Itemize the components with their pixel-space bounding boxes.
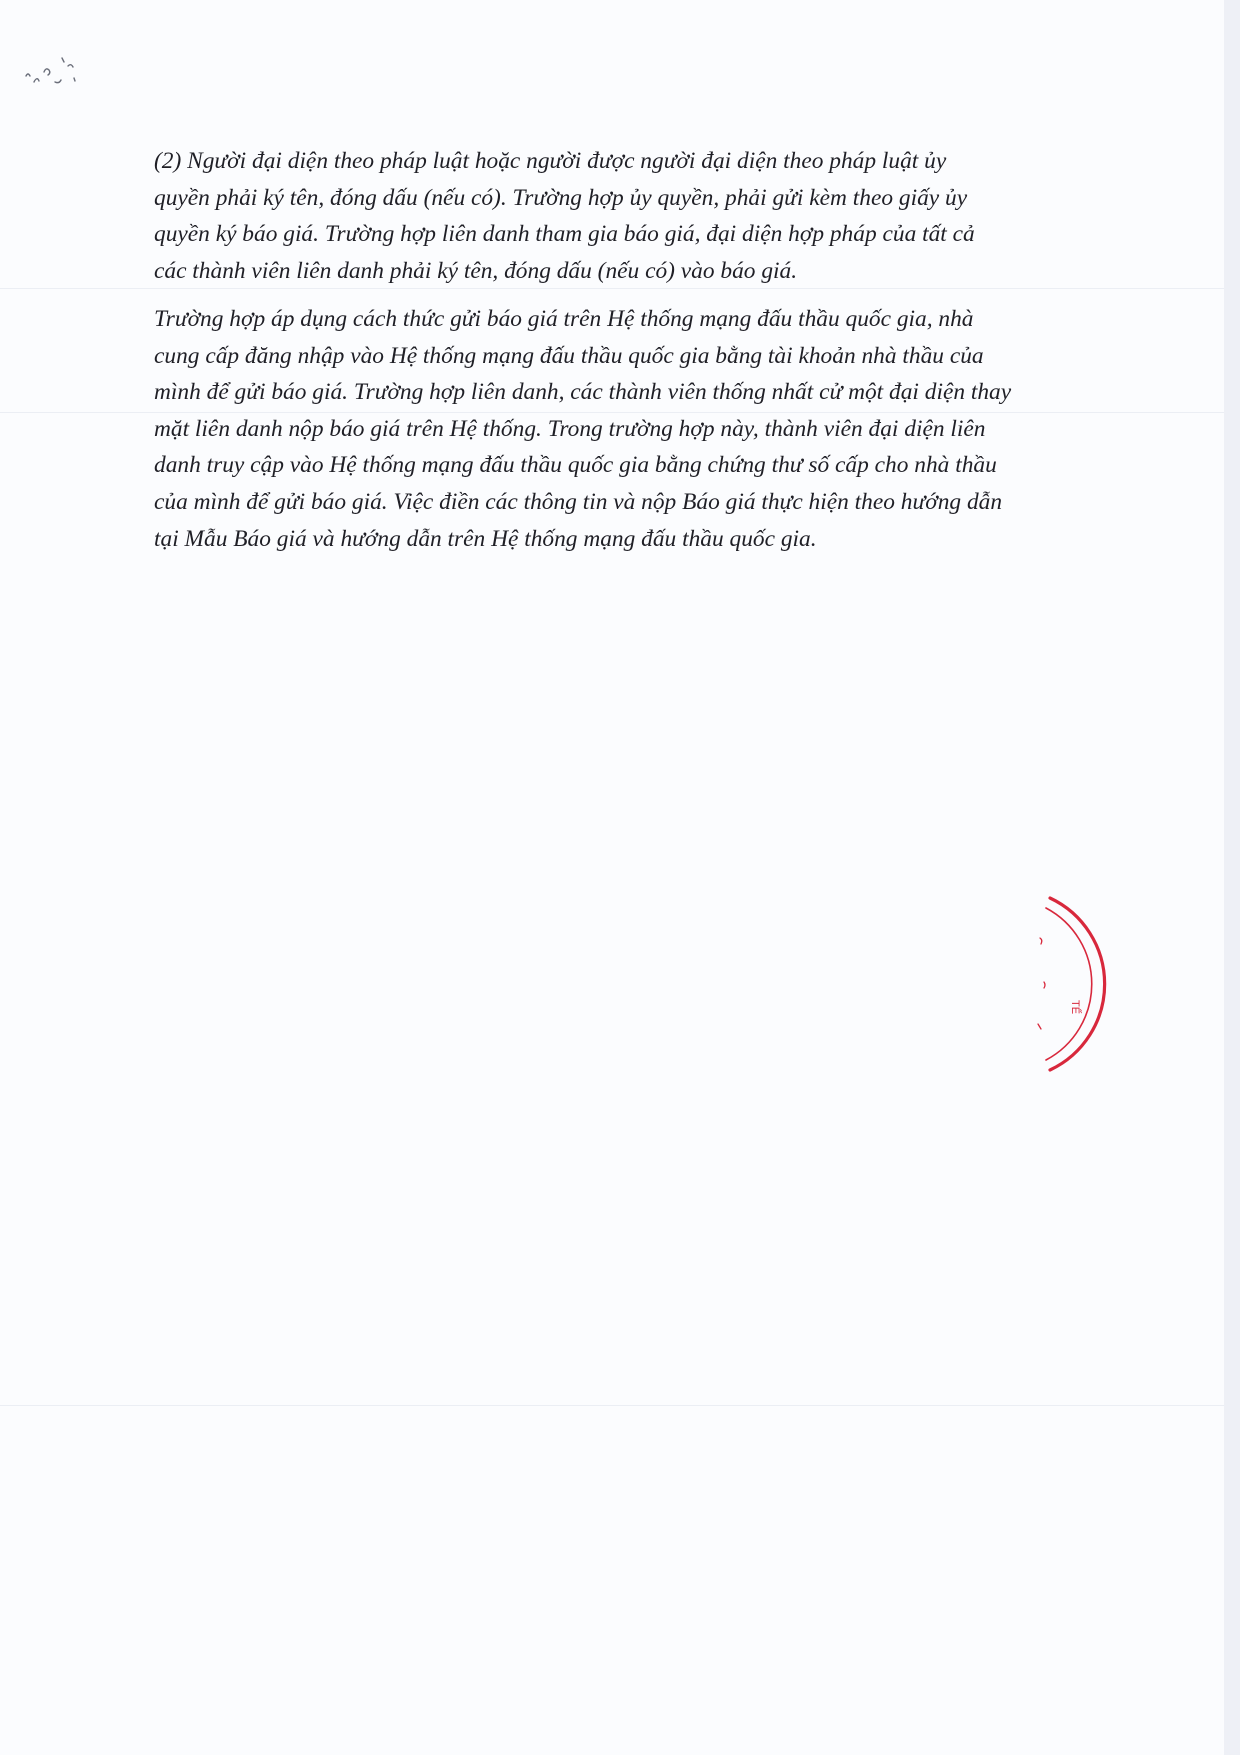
paragraph-line: của mình để gửi báo giá. Việc điền các thông tin và nộp Báo giá thực hiện theo hướng dẫn: [154, 488, 1003, 515]
paragraph-line: các thành viên liên danh phải ký tên, đóng dấu (nếu có) vào báo giá.: [154, 257, 798, 284]
paragraph-line: mặt liên danh nộp báo giá trên Hệ thống. Trong trường hợp này, thành viên đại diện liên: [154, 415, 986, 442]
paragraph-line: Trường hợp áp dụng cách thức gửi báo giá trên Hệ thống mạng đấu thầu quốc gia, nhà: [154, 306, 974, 332]
paragraph-line: quyền phải ký tên, đóng dấu (nếu có). Trường hợp ủy quyền, phải gửi kèm theo giấy ủy: [154, 184, 968, 211]
online-submission-paragraph: [154, 301, 1100, 557]
paragraph-line: cung cấp đăng nhập vào Hệ thống mạng đấu thầu quốc gia bằng tài khoản nhà thầu của: [154, 342, 984, 369]
note-2-paragraph: [154, 143, 1100, 289]
paragraph-line: quyền ký báo giá. Trường hợp liên danh tham gia báo giá, đại diện hợp pháp của tất cả: [154, 221, 975, 248]
scan-edge-shadow: [1224, 0, 1240, 1755]
stamp-fragment-text: TẾ: [1069, 1000, 1081, 1015]
corner-scribble-marks: [22, 48, 94, 108]
paragraph-line: tại Mẫu Báo giá và hướng dẫn trên Hệ thống mạng đấu thầu quốc gia.: [154, 525, 817, 552]
paragraph-line: mình để gửi báo giá. Trường hợp liên danh, các thành viên thống nhất cử một đại diện thay: [154, 379, 1012, 406]
red-seal-stamp-fragment: [1000, 884, 1110, 1084]
paragraph-line: danh truy cập vào Hệ thống mạng đấu thầu quốc gia bằng chứng thư số cấp cho nhà thầu: [154, 452, 997, 479]
scan-artifact-line: [0, 1405, 1224, 1406]
paragraph-line: (2) Người đại diện theo pháp luật hoặc người được người đại diện theo pháp luật ủy: [154, 148, 947, 174]
